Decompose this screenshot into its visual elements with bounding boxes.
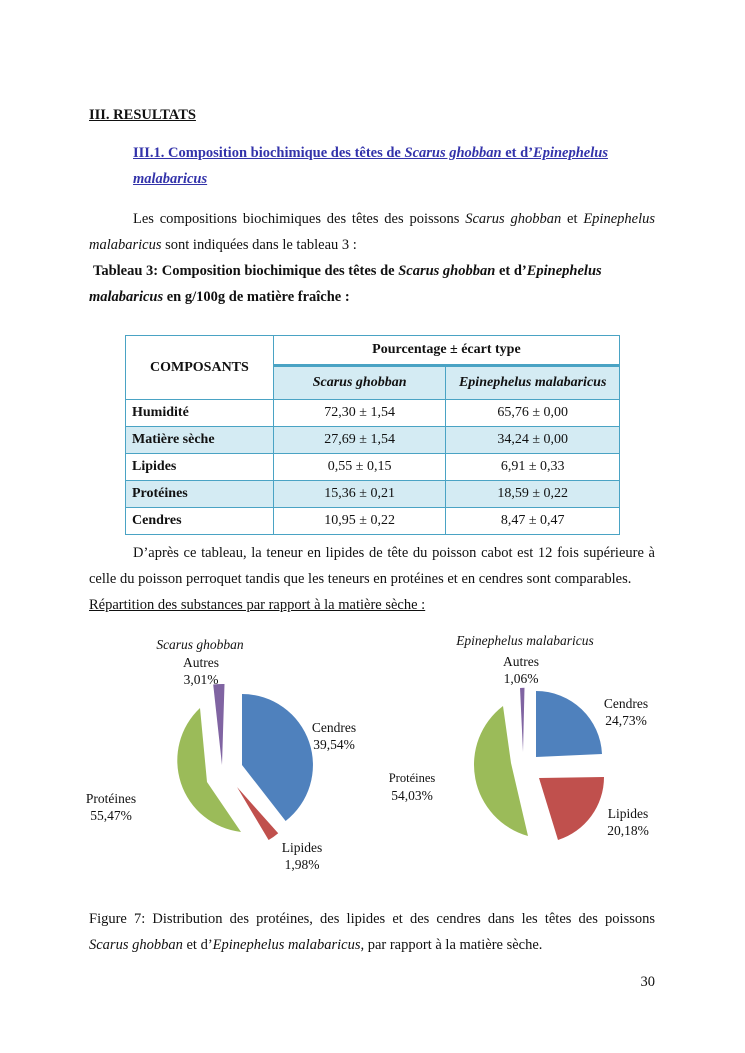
discussion-line-1: D’après ce tableau, la teneur en lipides de tête du poisson cabot est 12 fois supérieure à bbox=[133, 545, 655, 561]
section-title: III. RESULTATS bbox=[89, 107, 196, 123]
caption-text: Tableau 3: Composition biochimique des têtes de bbox=[93, 263, 399, 279]
figure-text: et d’ bbox=[182, 937, 213, 953]
cell-value: 15,36 ± 0,21 bbox=[273, 481, 446, 508]
intro-text: sont indiquées dans le tableau 3 : bbox=[161, 237, 357, 253]
label-value: 1,98% bbox=[284, 857, 320, 872]
intro-species-2: Epinephelus bbox=[583, 211, 655, 227]
slice-cendres bbox=[536, 691, 602, 757]
cell-value: 10,95 ± 0,22 bbox=[273, 508, 446, 535]
caption-species-2: Epinephelus bbox=[526, 263, 602, 279]
caption-species-1: Scarus ghobban bbox=[398, 263, 496, 279]
intro-text: Les compositions biochimiques des têtes des poissons bbox=[133, 211, 466, 227]
label-value: 54,03% bbox=[391, 788, 433, 803]
label-value: 24,73% bbox=[605, 713, 647, 728]
discussion-line-2: celle du poisson perroquet tandis que les teneurs en protéines et en cendres sont comparables. bbox=[89, 571, 632, 587]
header-epinephelus: Epinephelus malabaricus bbox=[446, 366, 620, 400]
label-value: 3,01% bbox=[183, 672, 219, 687]
cell-value: 65,76 ± 0,00 bbox=[446, 400, 620, 427]
slice-autres bbox=[520, 688, 525, 752]
cell-value: 18,59 ± 0,22 bbox=[446, 481, 620, 508]
cell-value: 6,91 ± 0,33 bbox=[446, 454, 620, 481]
intro-species-2b: malabaricus bbox=[89, 237, 162, 253]
label-autres-right bbox=[491, 653, 551, 687]
caption-species-2b: malabaricus bbox=[89, 289, 164, 305]
slice-lipides bbox=[539, 777, 604, 840]
caption-text: en g/100g de matière fraîche : bbox=[163, 289, 350, 305]
row-label: Matière sèche bbox=[126, 427, 274, 454]
chart-title-left: Scarus ghobban bbox=[156, 637, 244, 652]
label-name: Protéines bbox=[85, 791, 137, 806]
figure-caption-line-1: Figure 7: Distribution des protéines, des lipides et des cendres dans les têtes des poissons bbox=[89, 911, 655, 927]
label-cendres-right bbox=[596, 695, 656, 729]
label-name: Lipides bbox=[607, 806, 649, 821]
label-value: 1,06% bbox=[503, 671, 539, 686]
chart-title-right: Epinephelus malabaricus bbox=[456, 633, 594, 648]
subsection-title-line2: malabaricus bbox=[133, 171, 208, 187]
caption-text: et d’ bbox=[495, 263, 527, 279]
label-value: 39,54% bbox=[313, 737, 355, 752]
label-name: Cendres bbox=[311, 720, 357, 735]
page-number: 30 bbox=[640, 974, 655, 990]
row-label: Cendres bbox=[126, 508, 274, 535]
cell-value: 8,47 ± 0,47 bbox=[446, 508, 620, 535]
subsection-prefix: III.1. Composition biochimique des têtes de bbox=[133, 145, 405, 161]
label-value: 55,47% bbox=[90, 808, 132, 823]
subsection-species-1: Scarus ghobban bbox=[404, 145, 502, 161]
figure-caption-line-2 bbox=[89, 936, 542, 954]
header-composants: COMPOSANTS bbox=[126, 336, 274, 400]
subsection-mid: et d’ bbox=[501, 145, 534, 161]
figure-text: par rapport à la matière sèche. bbox=[364, 937, 543, 953]
cell-value: 27,69 ± 1,54 bbox=[273, 427, 446, 454]
distribution-subheading: Répartition des substances par rapport à la matière sèche : bbox=[89, 597, 426, 613]
cell-value: 72,30 ± 1,54 bbox=[273, 400, 446, 427]
label-name: Autres bbox=[183, 655, 219, 670]
label-lipides-right bbox=[598, 805, 658, 839]
intro-text: et bbox=[561, 211, 584, 227]
row-label: Protéines bbox=[126, 481, 274, 508]
label-name: Lipides bbox=[281, 840, 323, 855]
subsection-species-2: Epinephelus bbox=[533, 145, 608, 161]
label-value: 20,18% bbox=[607, 823, 649, 838]
intro-species-1: Scarus ghobban bbox=[465, 211, 562, 227]
label-name: Autres bbox=[503, 654, 539, 669]
row-label: Lipides bbox=[126, 454, 274, 481]
slice-proteines bbox=[474, 706, 528, 836]
cell-value: 0,55 ± 0,15 bbox=[273, 454, 446, 481]
cell-value: 34,24 ± 0,00 bbox=[446, 427, 620, 454]
label-name: Cendres bbox=[603, 696, 649, 711]
header-scarus: Scarus ghobban bbox=[273, 366, 446, 400]
label-proteines-right bbox=[381, 770, 443, 804]
label-name: Protéines bbox=[388, 771, 436, 785]
header-pourcentage: Pourcentage ± écart type bbox=[273, 336, 619, 366]
figure-species-2: Epinephelus malabaricus, bbox=[212, 937, 365, 953]
row-label: Humidité bbox=[126, 400, 274, 427]
figure-species-1: Scarus ghobban bbox=[89, 937, 183, 953]
